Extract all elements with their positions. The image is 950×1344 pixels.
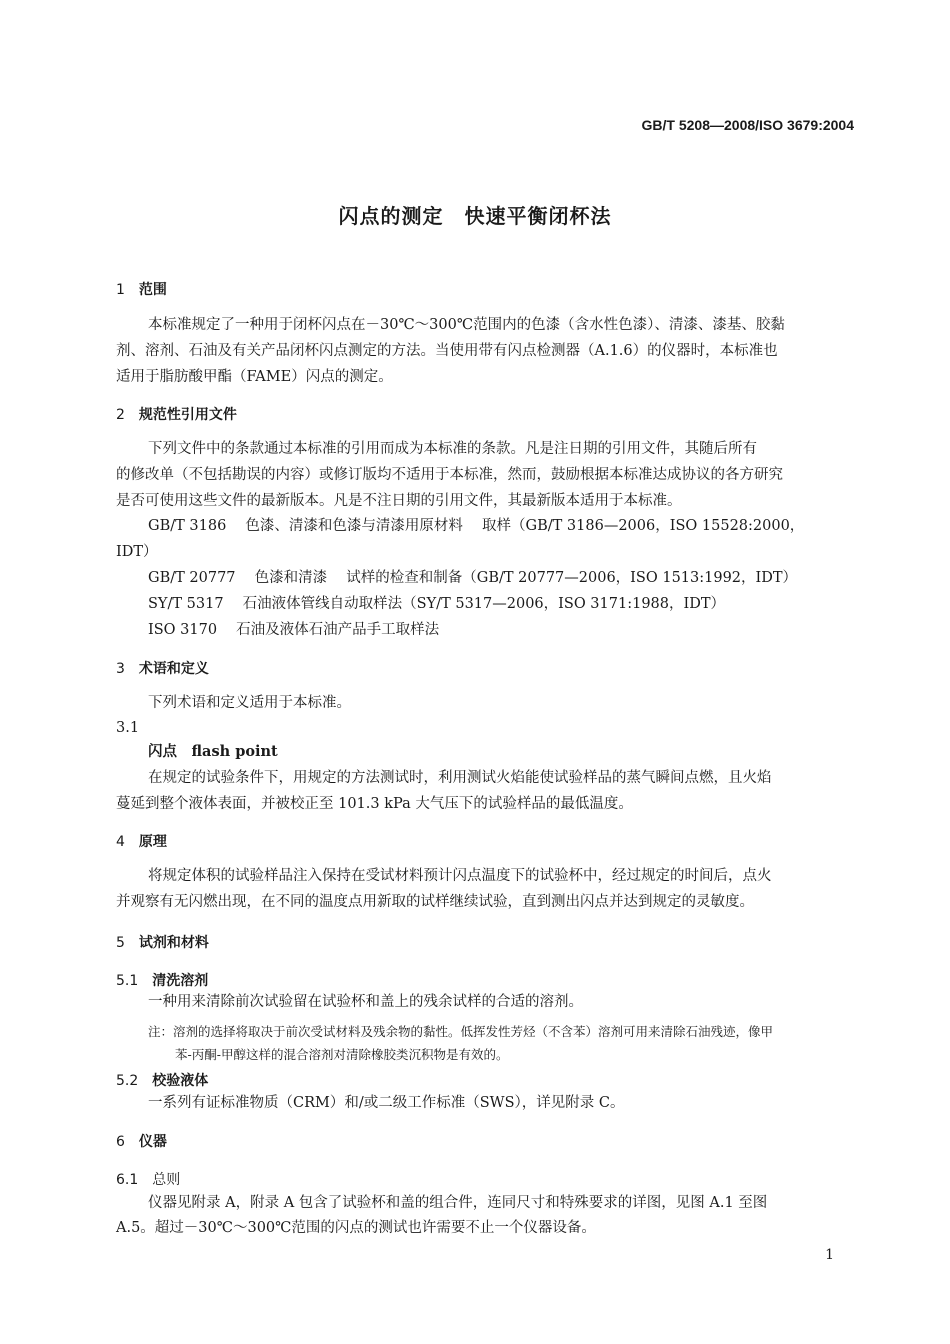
- section-2-heading: [116, 404, 237, 424]
- paragraph-line: 本标准规定了一种用于闭杯闪点在－30℃～300℃范围内的色漆（含水性色漆）、清漆、漆基、胶黏: [148, 317, 785, 333]
- subsection-title: 校验液体: [152, 1073, 209, 1089]
- paragraph-line: 是否可使用这些文件的最新版本。凡是不注日期的引用文件，其最新版本适用于本标准。: [116, 493, 682, 509]
- section-title: 范围: [138, 282, 167, 298]
- section-4-heading: [116, 831, 167, 851]
- page-title: 闪点的测定 快速平衡闭杯法: [338, 204, 612, 228]
- reference-item: SY/T 5317 石油液体管线自动取样法（SY/T 5317—2006，ISO 3171:1988，IDT）: [148, 596, 726, 612]
- section-title: 原理: [138, 834, 167, 850]
- paragraph-line: 适用于脂肪酸甲酯（FAME）闪点的测定。: [116, 369, 393, 385]
- section-5-heading: [116, 932, 209, 952]
- subsection-5-1-heading: [116, 970, 208, 990]
- reference-item: ISO 3170 石油及液体石油产品手工取样法: [148, 622, 440, 638]
- section-title: 术语和定义: [138, 661, 209, 677]
- paragraph-line: 并观察有无闪燃出现，在不同的温度点用新取的试样继续试验，直到测出闪点并达到规定的灵敏度。: [116, 894, 754, 910]
- term-heading: [148, 745, 278, 760]
- paragraph-line: 下列术语和定义适用于本标准。: [148, 695, 351, 711]
- paragraph-line: 在规定的试验条件下，用规定的方法测试时，利用测试火焰能使试验样品的蒸气瞬间点燃，且火焰: [148, 770, 772, 786]
- reference-item: GB/T 3186 色漆、清漆和色漆与清漆用原材料 取样（GB/T 3186—2006，ISO 15528:2000，: [148, 518, 805, 534]
- paragraph-line: 一系列有证标准物质（CRM）和/或二级工作标准（SWS），详见附录 C。: [148, 1095, 625, 1111]
- section-1-heading: [116, 279, 167, 299]
- section-number: 6: [116, 1134, 125, 1150]
- standard-code: GB/T 5208—2008/ISO 3679:2004: [641, 117, 854, 133]
- note-line: 注：溶剂的选择将取决于前次受试材料及残余物的黏性。低挥发性芳烃（不含苯）溶剂可用来清除石油残迹，像甲: [148, 1024, 774, 1039]
- paragraph-line: 下列文件中的条款通过本标准的引用而成为本标准的条款。凡是注日期的引用文件，其随后所有: [148, 441, 757, 457]
- term-chinese: 闪点: [148, 743, 177, 760]
- section-6-heading: [116, 1131, 167, 1151]
- page-number: 1: [825, 1247, 834, 1263]
- section-title: 规范性引用文件: [138, 407, 237, 423]
- paragraph-line: 一种用来清除前次试验留在试验杯和盖上的残余试样的合适的溶剂。: [148, 994, 583, 1010]
- paragraph-line: 蔓延到整个液体表面，并被校正至 101.3 kPa 大气压下的试验样品的最低温度。: [116, 796, 633, 812]
- section-number: 3: [116, 661, 125, 677]
- paragraph-line: 剂、溶剂、石油及有关产品闭杯闪点测定的方法。当使用带有闪点检测器（A.1.6）的仪器时，本标准也: [116, 343, 778, 359]
- subsection-5-2-heading: [116, 1070, 208, 1090]
- section-number: 2: [116, 407, 125, 423]
- term-english: flash point: [191, 743, 278, 760]
- subsection-number: 3.1: [116, 720, 140, 736]
- subsection-title: 总则: [152, 1172, 181, 1188]
- subsection-number: 5.2: [116, 1073, 139, 1089]
- paragraph-line: 仪器见附录 A，附录 A 包含了试验杯和盖的组合件，连同尺寸和特殊要求的详图，见图 A.1 至图: [148, 1195, 768, 1211]
- paragraph-line: 将规定体积的试验样品注入保持在受试材料预计闪点温度下的试验杯中，经过规定的时间后，点火: [148, 868, 772, 884]
- section-number: 4: [116, 834, 125, 850]
- subsection-6-1-heading: [116, 1169, 180, 1189]
- subsection-title: 清洗溶剂: [152, 973, 209, 989]
- section-title: 仪器: [138, 1134, 167, 1150]
- subsection-number: 5.1: [116, 973, 139, 989]
- subsection-number: 6.1: [116, 1172, 139, 1188]
- section-title: 试剂和材料: [138, 935, 209, 951]
- reference-item: GB/T 20777 色漆和清漆 试样的检查和制备（GB/T 20777—2006，ISO 1513:1992，IDT）: [148, 570, 798, 586]
- section-3-heading: [116, 658, 209, 678]
- reference-item: IDT）: [116, 544, 158, 560]
- section-number: 1: [116, 282, 125, 298]
- section-number: 5: [116, 935, 125, 951]
- note-line: 苯-丙酮-甲醇这样的混合溶剂对清除橡胶类沉积物是有效的。: [175, 1047, 509, 1062]
- paragraph-line: 的修改单（不包括勘误的内容）或修订版均不适用于本标准，然而，鼓励根据本标准达成协议的各方研究: [116, 467, 783, 483]
- paragraph-line: A.5。超过－30℃～300℃范围的闪点的测试也许需要不止一个仪器设备。: [116, 1220, 596, 1236]
